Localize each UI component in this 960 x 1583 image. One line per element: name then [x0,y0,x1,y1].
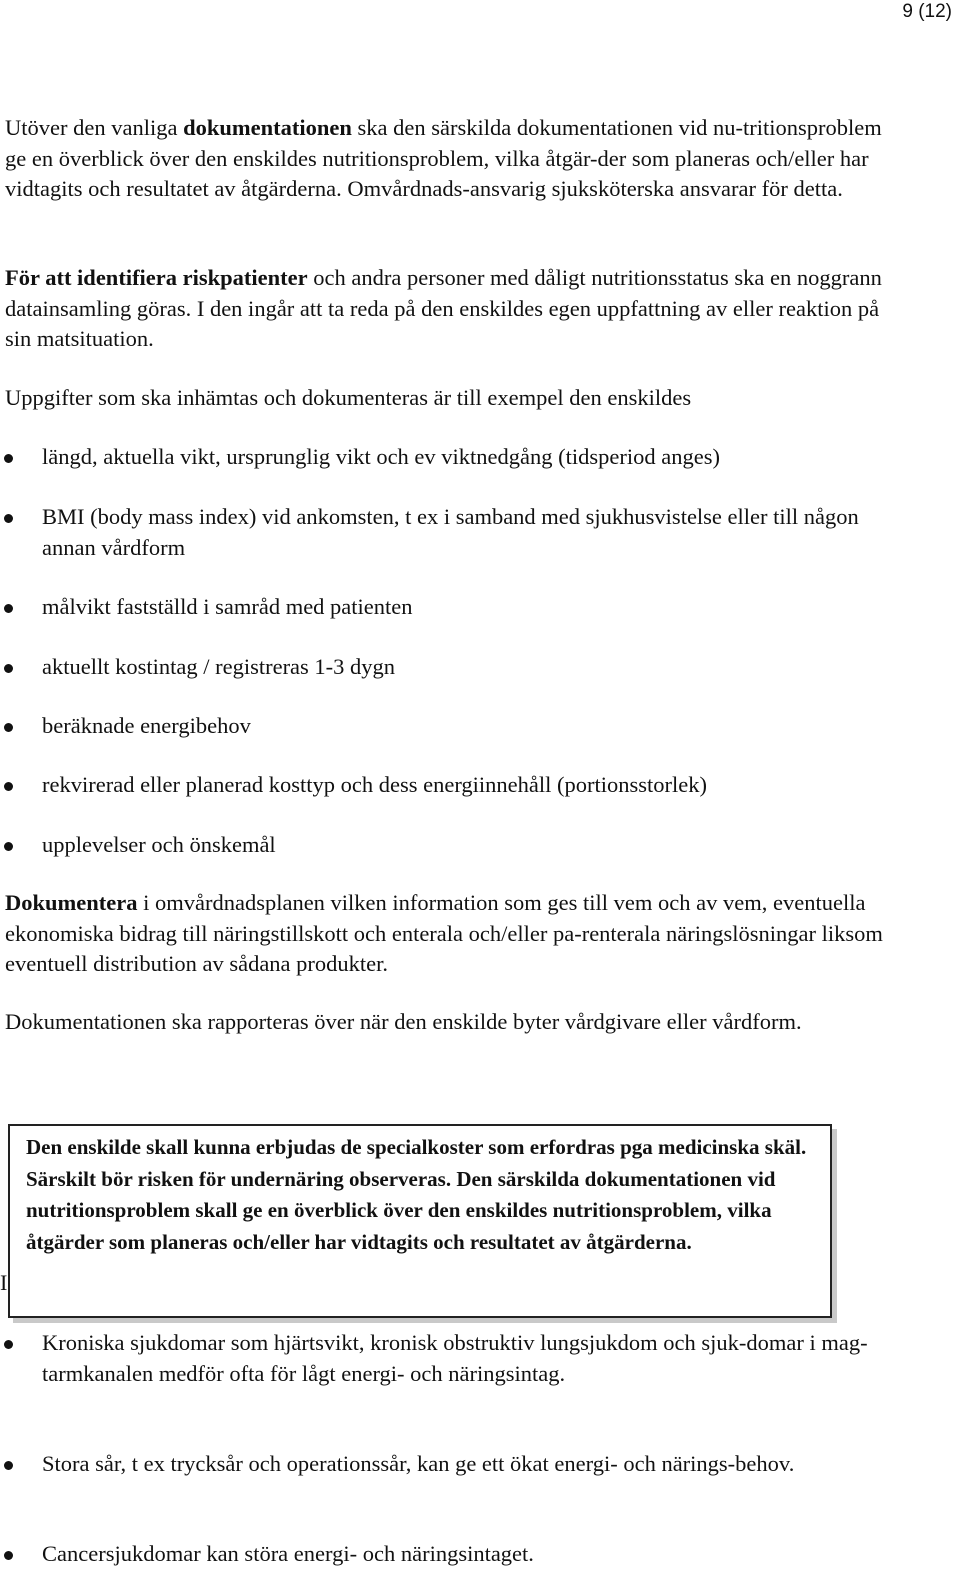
bullet-icon [4,454,13,463]
list-item-text: längd, aktuella vikt, ursprunglig vikt och ev viktnedgång (tidsperiod anges) [42,444,720,469]
bullet-icon [4,1461,13,1470]
paragraph-reporting: Dokumentationen ska rapporteras över när den enskilde byter vårdgivare eller vårdform. [5,1009,802,1034]
bold-term: Dokumentera [5,890,138,915]
list-item-text: Stora sår, t ex trycksår och operationssår, kan ge ett ökat energi- och närings-behov. [42,1451,795,1476]
paragraph-data-intro: Uppgifter som ska inhämtas och dokumenteras är till exempel den enskildes [5,385,692,410]
bold-term: För att identifiera riskpatienter [5,265,308,290]
list-item-text: aktuellt kostintag / registreras 1-3 dygn [42,654,396,679]
bullet-icon [4,664,13,673]
paragraph-risk-patients [5,263,900,355]
list-item-text: rekvirerad eller planerad kosttyp och dess energiinnehåll (portionsstorlek) [42,772,707,797]
bullet-icon [4,1340,13,1349]
paragraph-text: ska den särskilda dokumentationen vid nu-tritionsproblem ge en överblick över den enskildes nutritionsproblem, vilka åtgär-der som planeras och/eller har vidtagits och resultatet av åtgärderna. Omvårdnads-ansvarig sjuksköterska ansvarar för detta. [5,115,882,201]
bullet-icon [4,514,13,523]
paragraph-documentation [5,113,900,205]
bullet-icon [4,604,13,613]
stray-character: I [0,1270,8,1295]
list-item-text: upplevelser och önskemål [42,832,276,857]
bullet-icon [4,782,13,791]
bold-term: dokumentationen [183,115,352,140]
page-number: 9 (12) [902,1,952,22]
list-item-text: målvikt fastställd i samråd med patienten [42,594,413,619]
paragraph-document-info [5,888,900,980]
paragraph-text: och andra personer med dåligt nutritionsstatus ska en noggrann datainsamling göras. I den ingår att ta reda på den enskildes egen uppfattning av eller reaktion på sin matsituation. [5,265,882,351]
list-item-text: Kroniska sjukdomar som hjärtsvikt, kronisk obstruktiv lungsjukdom och sjuk-domar i mag-tarmkanalen medför ofta för lågt energi- och näringsintag. [42,1330,868,1386]
callout-box [8,1124,832,1318]
list-item-text: BMI (body mass index) vid ankomsten, t ex i samband med sjukhusvistelse eller till någon annan vårdform [42,504,859,560]
callout-text: Den enskilde skall kunna erbjudas de specialkoster som erfordras pga medicinska skäl. Särskilt bör risken för undernäring observeras. Den särskilda dokumentationen vid nutritionsproblem skall ge en överblick över den enskildes nutritionsproblem, vilka åtgärder som planeras och/eller har vidtagits och resultatet av åtgärderna. [26,1135,807,1254]
paragraph-text: Utöver den vanliga [5,115,184,140]
list-item-text: Cancersjukdomar kan störa energi- och näringsintaget. [42,1541,534,1566]
bullet-icon [4,723,13,732]
paragraph-text: i omvårdnadsplanen vilken information som ges till vem och av vem, eventuella ekonomiska bidrag till näringstillskott och enterala och/eller pa-renterala näringslösningar liksom eventuell distribution av sådana produkter. [5,890,883,976]
bullet-icon [4,842,13,851]
bullet-icon [4,1551,13,1560]
list-item-text: beräknade energibehov [42,713,251,738]
